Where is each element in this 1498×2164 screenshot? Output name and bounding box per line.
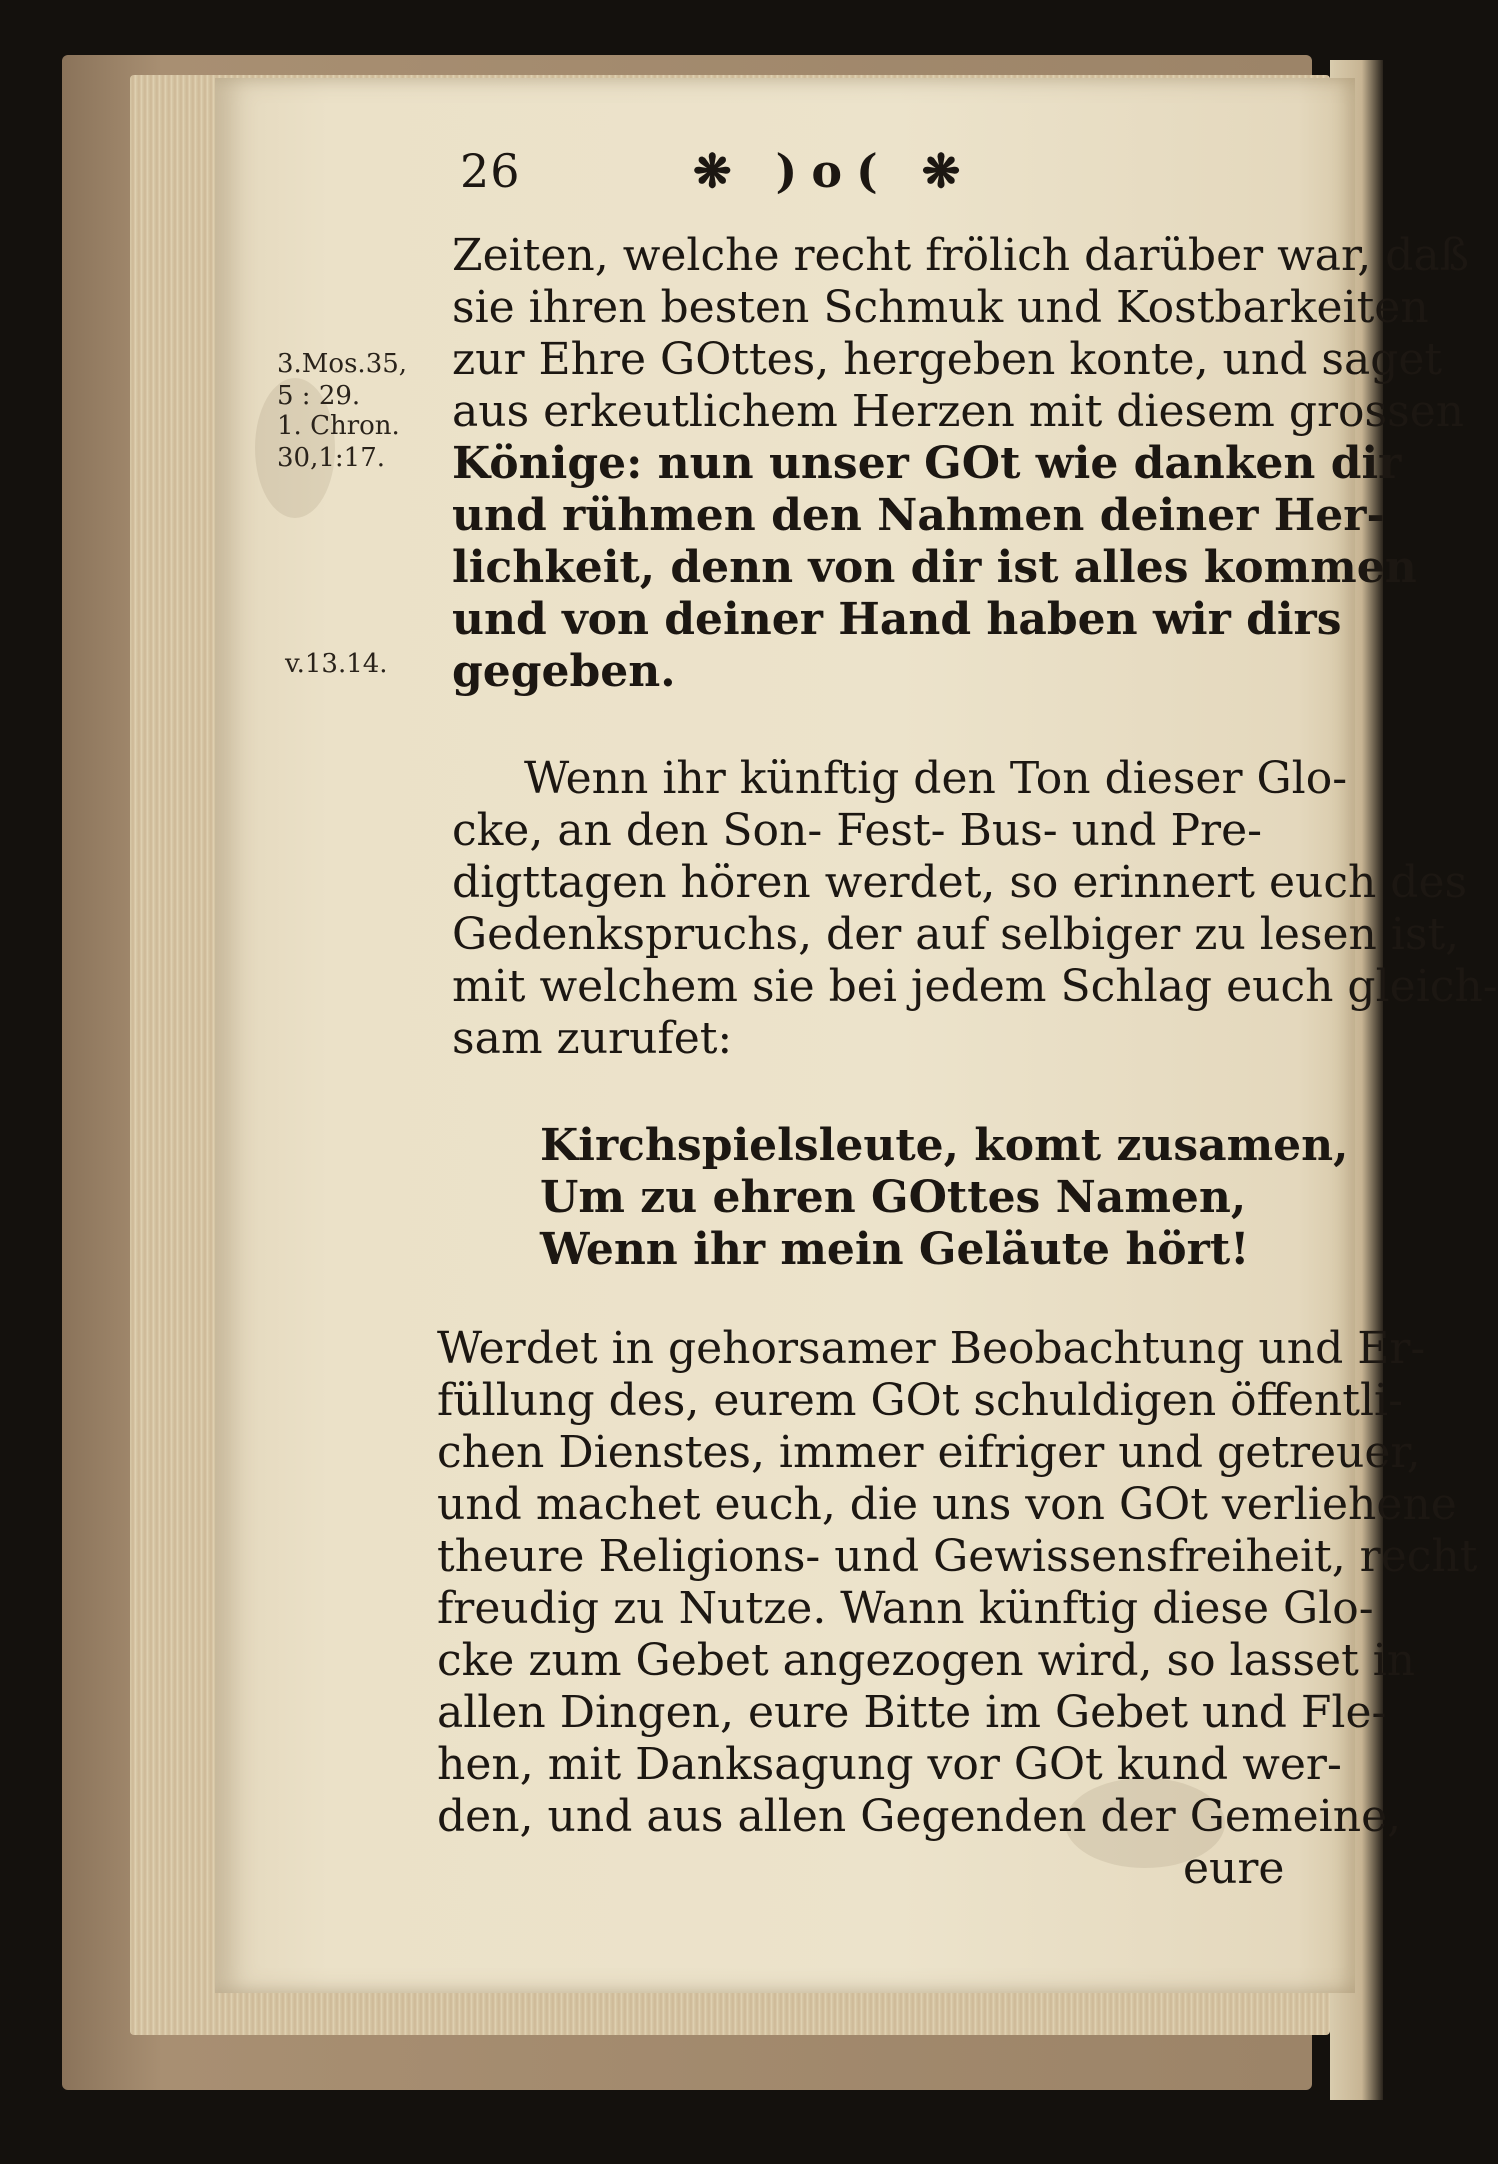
text-line: cke zum Gebet angezogen wird, so lasset in [437, 1635, 1416, 1686]
catchword: eure [1183, 1843, 1285, 1894]
verse-line: Um zu ehren GOttes Namen, [540, 1172, 1247, 1223]
margin-note: v.13.14. [285, 649, 388, 679]
text-line: zur Ehre GOttes, hergeben konte, und saget [452, 334, 1443, 385]
verse-line: Wenn ihr mein Geläute hört! [540, 1224, 1250, 1275]
text-line: und machet euch, die uns von GOt verliehene [437, 1479, 1457, 1530]
text-line: theure Religions- und Gewissensfreiheit, recht [437, 1531, 1478, 1582]
verse-line: Kirchspielsleute, komt zusamen, [540, 1120, 1349, 1171]
text-line: freudig zu Nutze. Wann künftig diese Glo- [437, 1583, 1374, 1634]
text-line: digttagen hören werdet, so erinnert euch des [452, 857, 1468, 908]
paragraph-1 [452, 230, 1469, 698]
text-line: den, und aus allen Gegenden der Gemeine, [437, 1791, 1402, 1842]
text-line: sam zurufet: [452, 1013, 733, 1064]
text-line: mit welchem sie bei jedem Schlag euch gleich- [452, 961, 1498, 1012]
text-line: Könige: nun unser GOt wie danken dir [452, 438, 1402, 489]
margin-note: 1. Chron. 30,1:17. [277, 411, 400, 473]
text-line: und von deiner Hand haben wir dirs [452, 594, 1342, 645]
header-ornament: ❋ )o( ❋ [693, 144, 975, 198]
text-line: Zeiten, welche recht frölich darüber war, daß [452, 230, 1469, 281]
text-line: lichkeit, denn von dir ist alles kommen [452, 542, 1417, 593]
text-line: und rühmen den Nahmen deiner Her- [452, 490, 1385, 541]
page-number: 26 [460, 144, 521, 198]
text-line: Werdet in gehorsamer Beobachtung und Er- [437, 1323, 1426, 1374]
page-header [215, 140, 1355, 220]
text-line: chen Dienstes, immer eifriger und getreuer, [437, 1427, 1421, 1478]
text-line: hen, mit Danksagung vor GOt kund wer- [437, 1739, 1342, 1790]
text-line: Wenn ihr künftig den Ton dieser Glo- [524, 753, 1348, 804]
paragraph-2 [452, 753, 1498, 1065]
text-line: füllung des, eurem GOt schuldigen öffentli- [437, 1375, 1403, 1426]
bell-inscription-verse [540, 1120, 1348, 1276]
text-line: sie ihren besten Schmuk und Kostbarkeiten [452, 282, 1429, 333]
book-page [215, 78, 1498, 1993]
margin-note: 3.Mos.35, 5 : 29. [277, 349, 408, 411]
text-line: Gedenkspruchs, der auf selbiger zu lesen ist, [452, 909, 1460, 960]
text-line: aus erkeutlichem Herzen mit diesem grossen [452, 386, 1465, 437]
text-line: cke, an den Son- Fest- Bus- und Pre- [452, 805, 1262, 856]
paragraph-3 [437, 1323, 1477, 1843]
text-line: gegeben. [452, 646, 676, 697]
text-line: allen Dingen, eure Bitte im Gebet und Fle- [437, 1687, 1387, 1738]
